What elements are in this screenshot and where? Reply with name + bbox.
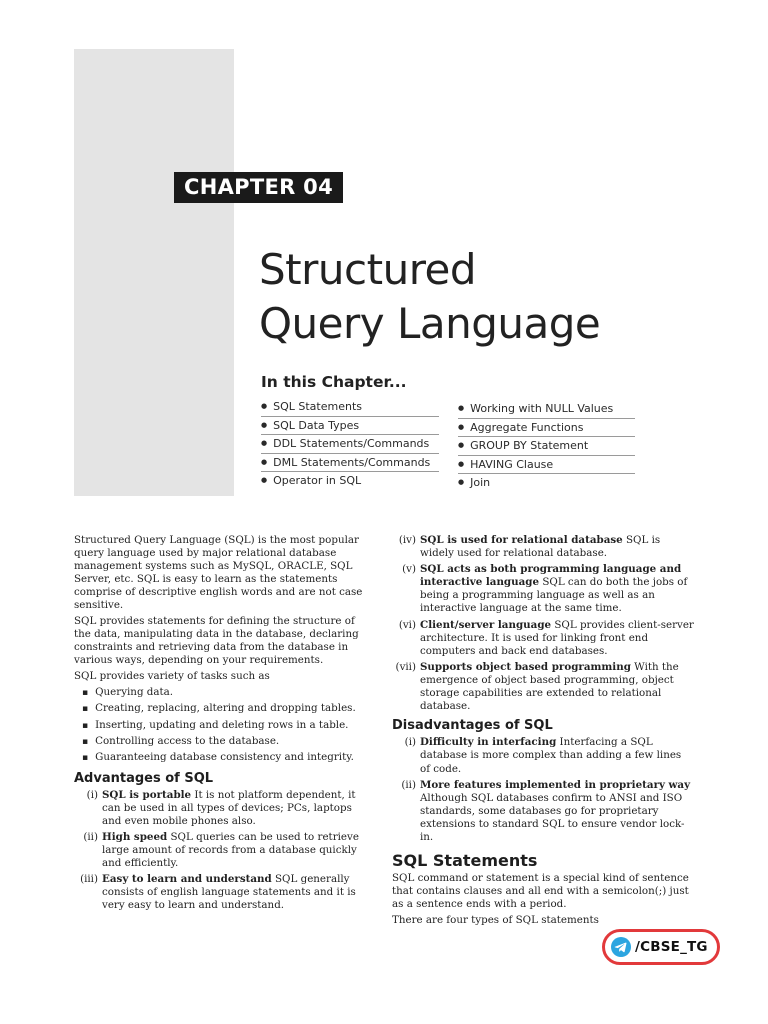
toc-right-list — [458, 400, 635, 492]
toc-item: ● SQL Data Types — [261, 417, 439, 436]
statements-types: There are four types of SQL statements — [392, 913, 599, 926]
toc-item: ● DML Statements/Commands — [261, 454, 439, 473]
list-item: (iv) SQL is used for relational database SQL is widely used for relational database. — [398, 534, 661, 560]
in-chapter-heading: In this Chapter... — [261, 373, 407, 391]
advantages-list-continued — [392, 534, 694, 713]
list-item: (iii) Easy to learn and understand SQL generally consists of english language statements and it is very easy to learn and understand. — [80, 873, 356, 912]
disadvantages-heading: Disadvantages of SQL — [392, 718, 553, 734]
advantages-heading: Advantages of SQL — [74, 770, 214, 786]
title-line-2: Query Language — [259, 299, 601, 348]
list-item: (vi) Client/server language SQL provides client-server architecture. It is used for linking front end computers and back end databases. — [398, 618, 694, 657]
telegram-badge[interactable] — [602, 929, 720, 965]
toc-left-list — [261, 398, 439, 490]
sql-statements-heading: SQL Statements — [392, 851, 538, 871]
left-column — [74, 534, 372, 916]
list-item: (vii) Supports object based programming With the emergence of object based programming, object storage capabilities are extended to relational database. — [395, 660, 679, 713]
toc-item: ● SQL Statements — [261, 398, 439, 417]
chapter-title — [259, 243, 600, 351]
right-column — [392, 534, 694, 930]
toc-item: ● Operator in SQL — [261, 472, 439, 490]
badge-text: /CBSE_TG — [635, 939, 708, 955]
toc-item: ● GROUP BY Statement — [458, 437, 635, 456]
disadvantages-list — [392, 736, 694, 844]
list-item: ▪ Querying data. — [82, 686, 372, 700]
intro-paragraph: Structured Query Language (SQL) is the most popular query language used by major relational database management systems such as MySQL, ORACLE, SQL Server, etc. SQL is easy to learn as the statements comprise of descriptive english words and are not case sensitive. — [74, 534, 363, 612]
list-item: (i) Difficulty in interfacing Interfacing a SQL database is more complex than adding a few lines of code. — [404, 736, 682, 775]
toc-item: ● HAVING Clause — [458, 456, 635, 475]
toc-item: ● Working with NULL Values — [458, 400, 635, 419]
list-item: (ii) More features implemented in proprietary way Although SQL databases confirm to ANSI and ISO standards, some databases go for proprietary extensions to standard SQL to ensure vendor lock-in. — [401, 778, 691, 843]
list-item: ▪ Inserting, updating and deleting rows in a table. — [82, 719, 372, 733]
list-item: ▪ Controlling access to the database. — [82, 735, 372, 749]
chapter-label: CHAPTER 04 — [174, 172, 343, 203]
list-item: (v) SQL acts as both programming language and interactive language SQL can do both the jobs of being a programming language as well as an interactive language at the same time. — [402, 563, 688, 615]
list-item: ▪ Guaranteeing database consistency and integrity. — [82, 751, 372, 765]
title-line-1: Structured — [259, 245, 477, 294]
statements-paragraph: SQL command or statement is a special kind of sentence that contains clauses and all end with a semicolon(;) just as a sentence ends with a period. — [392, 872, 689, 911]
list-item: (ii) High speed SQL queries can be used to retrieve large amount of records from a database quickly and efficiently. — [83, 830, 359, 870]
tasks-intro: SQL provides variety of tasks such as — [74, 669, 270, 682]
list-item: (i) SQL is portable It is not platform dependent, it can be used in all types of devices; PCs, laptops and even mobile phones also. — [86, 788, 356, 827]
advantages-list — [74, 789, 372, 913]
provides-paragraph: SQL provides statements for defining the structure of the data, manipulating data in the database, declaring constraints and retrieving data from the database in various ways, depending on your requirements. — [74, 615, 359, 667]
tasks-list — [74, 686, 372, 766]
toc-item: ● Join — [458, 474, 635, 492]
toc-item: ● DDL Statements/Commands — [261, 435, 439, 454]
list-item: ▪ Creating, replacing, altering and dropping tables. — [82, 702, 372, 716]
side-band — [74, 49, 234, 496]
toc-item: ● Aggregate Functions — [458, 419, 635, 438]
telegram-icon — [611, 937, 631, 957]
